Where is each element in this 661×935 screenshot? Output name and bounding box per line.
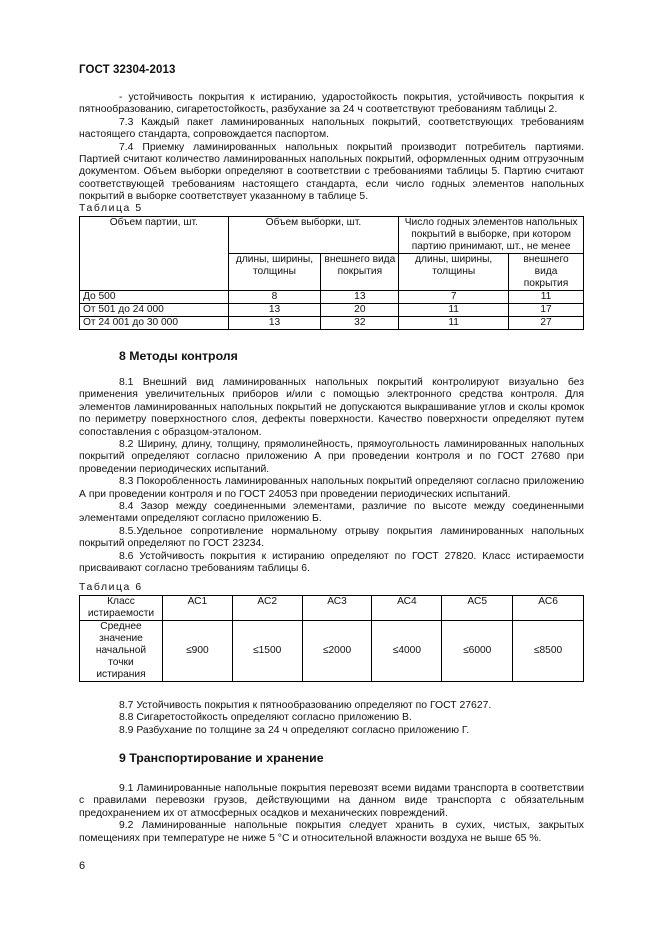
table5-cell: 11 <box>399 317 509 330</box>
table5-cell: 13 <box>228 304 321 317</box>
table5 <box>79 216 584 330</box>
paragraph-8-5: 8.5.Удельное сопротивление нормальному отрыву покрытия ламинированных напольных покрытий определяют по ГОСТ 23234. <box>79 525 584 550</box>
section8-heading: 8 Методы контроля <box>119 349 238 363</box>
table6-class-cell: АС4 <box>372 596 442 621</box>
paragraph-8-8: 8.8 Сигаретостойкость определяют согласно приложению В. <box>119 712 412 724</box>
table-row <box>80 304 584 317</box>
table5-cell: 32 <box>321 317 399 330</box>
paragraph-8-4: 8.4 Зазор между соединенными элементами, различие по высоте между соединенными элементами определяют согласно приложению Б. <box>79 501 584 525</box>
table5-header-row <box>80 217 584 254</box>
paragraph-8-2: 8.2 Ширину, длину, толщину, прямолинейность, прямоугольность ламинированных напольных покрытий определяют согласно приложению А при проведении контроля и по ГОСТ 27680 при проведении периодических испытаний. <box>79 439 584 475</box>
table5-subheader-dims-good: длины, ширины, толщины <box>399 254 509 291</box>
table5-caption: Таблица 5 <box>79 203 143 214</box>
table5-cell: 13 <box>321 291 399 304</box>
table6-class-cell: АС5 <box>442 596 513 621</box>
table-row <box>80 317 584 330</box>
table5-header-lot: Объем партии, шт. <box>80 217 229 291</box>
table5-subheader-dims: длины, ширины, толщины <box>228 254 321 291</box>
table5-cell: 11 <box>399 304 509 317</box>
table5-cell: 11 <box>509 291 584 304</box>
table6-caption: Таблица 6 <box>79 582 143 593</box>
table6-header-class: Класс истираемости <box>80 596 163 621</box>
table5-cell: 7 <box>399 291 509 304</box>
table-row <box>80 291 584 304</box>
section7-continuation <box>79 92 584 204</box>
table5-cell-lot: От 24 001 до 30 000 <box>80 317 229 330</box>
table6-class-cell: АС2 <box>232 596 302 621</box>
table5-cell: 20 <box>321 304 399 317</box>
table6-class-cell: АС6 <box>513 596 584 621</box>
table5-cell: 8 <box>228 291 321 304</box>
table6-class-row <box>80 596 584 621</box>
paragraph-8-1: 8.1 Внешний вид ламинированных напольных покрытий контролируют визуально без применения увеличительных приборов и/или с помощью электронного средства контроля. Для элементов ламинированных напольных покрытий не допускаются выкрашивание углов и сколы кромок по периметру поверхностного слоя, дефекты поверхности. Качество поверхности определяют путем сопоставления с образцом-эталоном. <box>79 377 584 438</box>
table6-value-cell: ≤6000 <box>442 621 513 682</box>
table6-value-cell: ≤900 <box>162 621 232 682</box>
table6-value-cell: ≤8500 <box>513 621 584 682</box>
table5-header-sample: Объем выборки, шт. <box>228 217 399 254</box>
table6-class-cell: АС3 <box>302 596 372 621</box>
table5-cell-lot: До 500 <box>80 291 229 304</box>
table6-header-value: Среднее значение начальной точки истирания <box>80 621 163 682</box>
paragraph-7-4: 7.4 Приемку ламинированных напольных покрытий производит потребитель партиями. Партией считают количество ламинированных напольных покрытий, оформленных одним отгрузочным документом. Объем выборки определяют в соответствии с требованиями таблицы 5. Партию считают соответствующей требованиям настоящего стандарта, если число годных элементов напольных покрытий в выборке соответствует указанному в таблице 5. <box>79 141 584 203</box>
table5-subheader-appearance-good: внешнего вида покрытия <box>509 254 584 291</box>
paragraph-8-3: 8.3 Покоробленность ламинированных напольных покрытий определяют согласно приложению А при проведении контроля и по ГОСТ 24053 при проведении периодических испытаний. <box>79 476 584 500</box>
section8-body <box>79 377 584 576</box>
section8-tail <box>79 700 584 737</box>
table6-value-row <box>80 621 584 682</box>
paragraph-8-6: 8.6 Устойчивость покрытия к истиранию определяют по ГОСТ 27820. Класс истираемости присваивают согласно требованиям таблицы 6. <box>79 550 584 575</box>
paragraph-9-1: 9.1 Ламинированные напольные покрытия перевозят всеми видами транспорта в соответствии с правилами перевозки грузов, действующими на данном виде транспорта с обязательным предохранением их от атмосферных осадков и механических повреждений. <box>79 783 584 819</box>
table6-class-cell: АС1 <box>162 596 232 621</box>
document-code: ГОСТ 32304-2013 <box>79 64 176 76</box>
paragraph-7-2-tail: - устойчивость покрытия к истиранию, ударостойкость покрытия, устойчивость покрытия к пятнообразованию, сигаретостойкость, разбухание за 24 ч соответствуют требованиям таблицы 2. <box>79 92 584 116</box>
table5-cell: 13 <box>228 317 321 330</box>
paragraph-9-2: 9.2 Ламинированные напольные покрытия следует хранить в сухих, чистых, закрытых помещениях при температуре не ниже 5 °С и относительной влажности воздуха не выше 65 %. <box>79 820 584 844</box>
paragraph-8-7: 8.7 Устойчивость покрытия к пятнообразованию определяют по ГОСТ 27627. <box>119 700 492 711</box>
paragraph-8-9: 8.9 Разбухание по толщине за 24 ч определяют согласно приложению Г. <box>119 724 470 736</box>
table5-header-good: Число годных элементов напольных покрытий в выборке, при котором партию принимают, шт., не менее <box>399 217 584 254</box>
section9-heading: 9 Транспортирование и хранение <box>119 751 324 765</box>
table6 <box>79 595 584 682</box>
table5-cell: 27 <box>509 317 584 330</box>
table6-value-cell: ≤2000 <box>302 621 372 682</box>
paragraph-7-3: 7.3 Каждый пакет ламинированных напольных покрытий, соответствующих требованиям настоящего стандарта, сопровождается паспортом. <box>79 116 584 141</box>
section9-body <box>79 783 584 845</box>
table5-cell: 17 <box>509 304 584 317</box>
table6-value-cell: ≤4000 <box>372 621 442 682</box>
page-number: 6 <box>79 860 86 872</box>
table5-cell-lot: От 501 до 24 000 <box>80 304 229 317</box>
table6-value-cell: ≤1500 <box>232 621 302 682</box>
table5-subheader-appearance: внешнего вида покрытия <box>321 254 399 291</box>
